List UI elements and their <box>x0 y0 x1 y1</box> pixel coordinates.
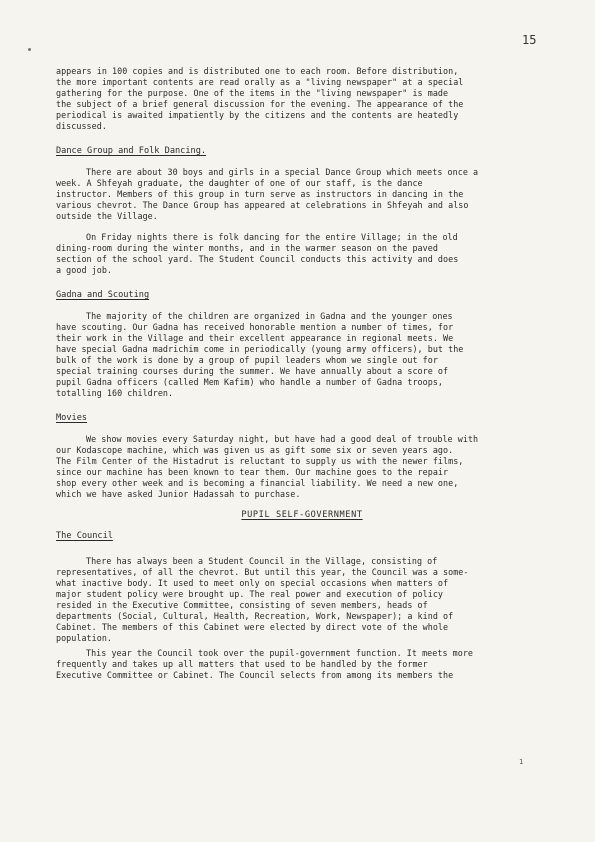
body-paragraph: There has always been a Student Council in the Village, consisting of representatives, of all the chevrot. But until this year, the Council was a some- what inactive body. It used to meet only on special occasions when matters of major student policy were brought up. The real power and execution of policy resided in the Executive Committee, consisting of seven members, heads of departments (Social, Cultural, Health, Recreation, Work, Newspaper); a kind of Cabinet. The members of this Cabinet were elected by direct vote of the whole population. <box>56 556 469 643</box>
body-paragraph: This year the Council took over the pupil-government function. It meets more frequently and takes up all matters that used to be handled by the former Executive Committee or Cabinet. The Council selects from among its members the <box>56 648 474 680</box>
body-paragraph: There are about 30 boys and girls in a special Dance Group which meets once a week. A Shfeyah graduate, the daughter of one of our staff, is the dance instructor. Members of this group in turn serve as instructors in dancing in the various chevrot. The Dance Group has appeared at celebrations in Shfeyah and also outside the Village. <box>56 167 479 221</box>
page-body <box>56 66 548 681</box>
section-heading: Dance Group and Folk Dancing. <box>56 146 207 156</box>
page-number: 15 <box>522 33 537 47</box>
body-paragraph: On Friday nights there is folk dancing for the entire Village; in the old dining-room during the winter months, and in the warmer season on the paved section of the school yard. The Student Council conducts this activity and does a good job. <box>56 232 459 275</box>
section-heading: Gadna and Scouting <box>56 290 150 300</box>
section-heading: PUPIL SELF-GOVERNMENT <box>241 510 363 520</box>
body-paragraph: We show movies every Saturday night, but have had a good deal of trouble with our Kodascope machine, which was given us as gift some six or seven years ago. The Film Center of the Histadrut is reluctant to supply us with the newer films, since our machine has been known to tear them. Our machine goes to the repair shop every other week and is becoming a financial liability. We need a new one, which we have asked Junior Hadassah to purchase. <box>56 434 479 499</box>
section-heading: Movies <box>56 413 88 423</box>
body-paragraph: The majority of the children are organized in Gadna and the younger ones have scouting. Our Gadna has received honorable mention a number of times, for their work in the Village and their excellent appearance in regional meets. We have special Gadna madrichim come in periodically (young army officers), but the bulk of the work is done by a group of pupil leaders whom we single out for special training courses during the summer. We have annually about a score of pupil Gadna officers (called Mem Kafim) who handle a number of Gadna troops, totalling 160 children. <box>56 311 464 398</box>
body-paragraph: appears in 100 copies and is distributed one to each room. Before distribution, the more important contents are read orally as a "living newspaper" at a special gathering for the purpose. One of the items in the "living newspaper" is made the subject of a brief general discussion for the evening. The appearance of the periodical is awaited impatiently by the citizens and the contents are heatedly discussed. <box>56 66 464 131</box>
margin-punch-mark <box>28 48 31 51</box>
section-heading: The Council <box>56 531 113 541</box>
corner-mark: 1 <box>519 758 524 766</box>
